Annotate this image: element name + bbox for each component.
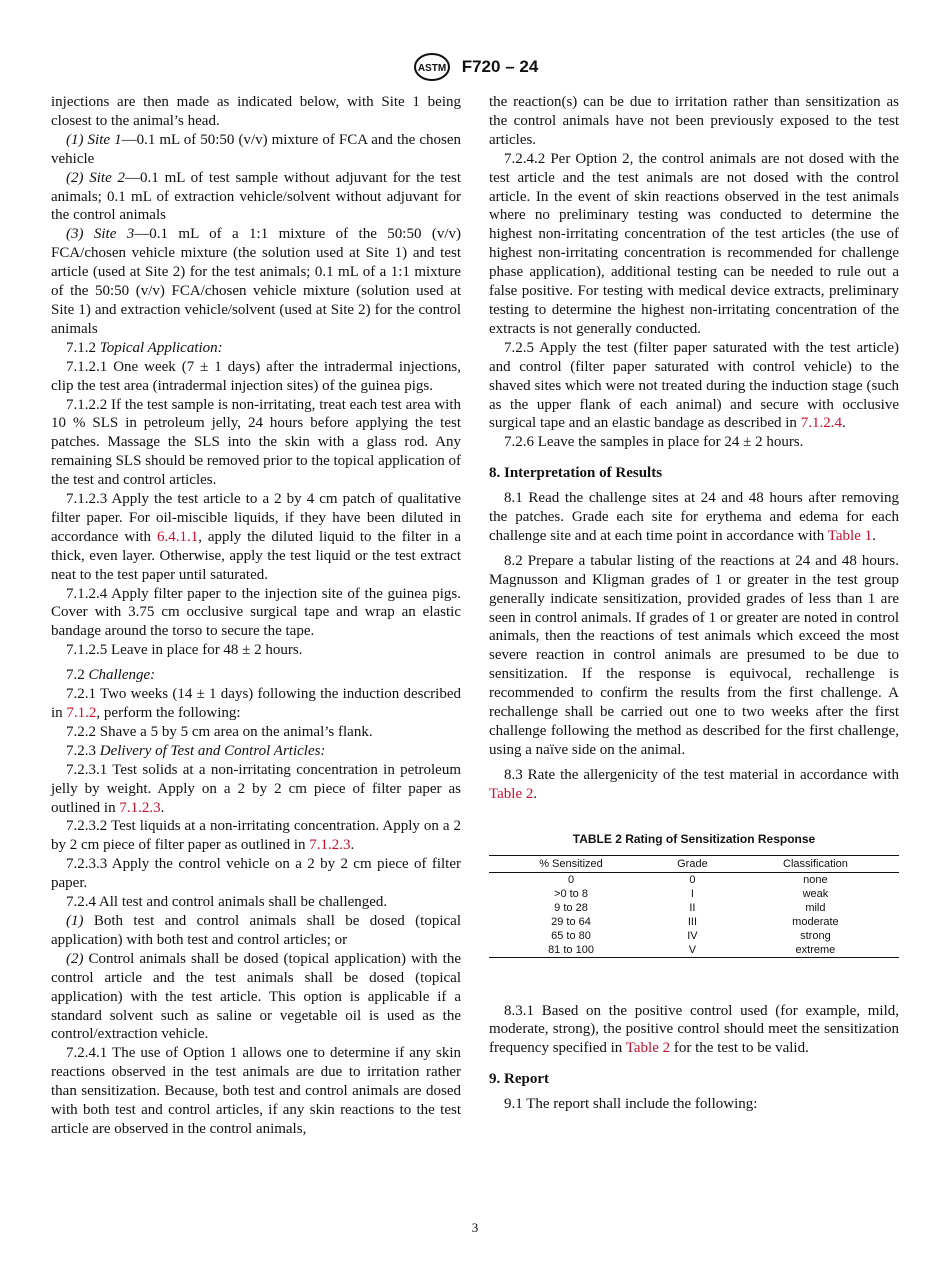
section-7-2-4-1: 7.2.4.1 The use of Option 1 allows one to determine if any skin reactions observed in the test animals are due to irritation rather than sensitization. Because, both test and control animals are dosed with both test and control articles, if any skin reactions to the test article are observed in the control animals, bbox=[51, 1045, 461, 1137]
table-cell: none bbox=[803, 873, 828, 886]
xref-link[interactable]: 7.1.2 bbox=[66, 705, 97, 721]
section-7-2-2: 7.2.2 Shave a 5 by 5 cm area on the animal’s flank. bbox=[66, 723, 373, 740]
xref-link[interactable]: Table 2 bbox=[489, 785, 534, 802]
section-9-1: 9.1 The report shall include the following: bbox=[504, 1096, 758, 1113]
section-7-2-3-1: 7.2.3.1 Test solids at a non-irritating concentration in petroleum jelly by weight. Apply on a 2 by 2 cm piece of filter paper as outlined in 7.1.2.3. bbox=[51, 761, 461, 816]
sensitization-table bbox=[489, 855, 899, 958]
xref-link[interactable]: 7.1.2.3 bbox=[309, 837, 351, 854]
section-7-1-2-1: 7.1.2.1 One week (7 ± 1 days) after the intradermal injections, clip the test area (intradermal injection sites) of the guinea pigs. bbox=[51, 358, 461, 394]
table-cell: 65 to 80 bbox=[551, 929, 591, 942]
section-heading-8: 8. Interpretation of Results bbox=[489, 465, 663, 482]
designation: F720 – 24 bbox=[461, 57, 539, 76]
option-2: (2) Control animals shall be dosed (topical application) with the control article and the test animals shall be dosed (topical application) with the test article. This option is applicable if a standard solvent such as saline or vegetable oil is used as the control/extraction vehicle. bbox=[51, 950, 461, 1043]
section-7-2-4-2: 7.2.4.2 Per Option 2, the control animals are not dosed with the test article and the test animals are not dosed with the control article. In the event of skin reactions observed in the test animals where no preliminary testing was conducted to determine the highest non-irritating concentration of the test articles (the use of highest non-irritating concentration is recommended for challenge phase application), additional testing can be needed to rule out a false positive. For testing with medical device extracts, preliminary testing to determine the highest non-irritating concentration of the extracts is not generally conducted. bbox=[489, 150, 899, 337]
site-2: (2) Site 2—0.1 mL of test sample without adjuvant for the test animals; 0.1 mL of extraction vehicle/solvent without adjuvant for the control animals bbox=[51, 169, 462, 224]
table-cell: 9 to 28 bbox=[554, 901, 588, 914]
section-heading-9: 9. Report bbox=[489, 1071, 549, 1088]
column-header: Grade bbox=[653, 855, 732, 872]
section-7-1-2-5: 7.1.2.5 Leave in place for 48 ± 2 hours. bbox=[66, 642, 303, 659]
table-row bbox=[489, 901, 899, 915]
table-cell: 81 to 100 bbox=[489, 943, 653, 958]
table-row bbox=[489, 872, 899, 887]
section-7-1-2-3: 7.1.2.3 Apply the test article to a 2 by 4 cm patch of qualitative filter paper. For oil-miscible liquids, if they have been diluted in accordance with 6.4.1.1, apply the diluted liquid to the filter in a thick, even layer. Otherwise, apply the test liquid or the test extract neat to the test paper until saturated. bbox=[51, 491, 462, 583]
section-8-1: 8.1 Read the challenge sites at 24 and 48 hours after removing the patches. Grade each site for erythema and edema for each challenge site and at each time point in accordance with Table 1. bbox=[489, 490, 899, 544]
section-7-2-3-3: 7.2.3.3 Apply the control vehicle on a 2 by 2 cm piece of filter paper. bbox=[51, 856, 461, 892]
table-cell: IV bbox=[687, 929, 698, 942]
column-header: % Sensitized bbox=[489, 855, 653, 872]
section-7-2-1: 7.2.1 Two weeks (14 ± 1 days) following the induction described in 7.1.2, perform the following: bbox=[51, 686, 461, 721]
site-3: (3) Site 3—0.1 mL of a 1:1 mixture of the 50:50 (v/v) FCA/chosen vehicle mixture (the solution used at Site 1) and test article (used at Site 2) for the test animals; 0.1 mL of a 1:1 mixture of the 50:50 (v/v) FCA/chosen vehicle mixture (solution used at Site 1) and extraction vehicle/solvent (used at Site 2) for the control animals bbox=[51, 226, 461, 337]
section-7-1-2-4: 7.1.2.4 Apply filter paper to the injection site of the guinea pigs. Cover with 3.75 cm occlusive surgical tape and wrap an elastic bandage around the torso to secure the tape. bbox=[51, 585, 461, 640]
table-cell: 29 to 64 bbox=[551, 915, 591, 928]
svg-text:ASTM: ASTM bbox=[417, 63, 446, 74]
right-column bbox=[489, 93, 899, 1114]
section-7-1-2: 7.1.2 Topical Application: bbox=[66, 339, 223, 356]
left-column bbox=[51, 93, 461, 1139]
table-row bbox=[489, 943, 899, 958]
section-7-2-3-2: 7.2.3.2 Test liquids at a non-irritating concentration. Apply on a 2 by 2 cm piece of filter paper as outlined in 7.1.2.3. bbox=[51, 818, 461, 854]
xref-link[interactable]: Table 2 bbox=[625, 1040, 671, 1057]
table-caption: TABLE 2 Rating of Sensitization Response bbox=[572, 831, 816, 846]
table-cell: 0 bbox=[689, 873, 696, 886]
paragraph: injections are then made as indicated below, with Site 1 being closest to the animal’s head. bbox=[51, 94, 461, 129]
table-row bbox=[489, 887, 899, 901]
option-1: (1) Both test and control animals shall be dosed (topical application) with both test and control articles; or bbox=[51, 912, 461, 948]
table-row bbox=[489, 929, 899, 943]
section-8-3: 8.3 Rate the allergenicity of the test material in accordance with Table 2. bbox=[489, 766, 899, 802]
page-number: 3 bbox=[471, 1220, 479, 1235]
page-header bbox=[0, 52, 950, 82]
table-cell: III bbox=[687, 915, 697, 928]
xref-link[interactable]: 6.4.1.1 bbox=[156, 528, 199, 545]
section-7-2-6: 7.2.6 Leave the samples in place for 24 ± 2 hours. bbox=[504, 434, 804, 451]
table-cell: weak bbox=[802, 887, 829, 900]
section-7-2: 7.2 Challenge: bbox=[66, 667, 156, 684]
astm-logo bbox=[412, 52, 452, 82]
table-cell: extreme bbox=[732, 943, 899, 958]
column-header: Classification bbox=[732, 855, 899, 872]
section-7-2-3: 7.2.3 Delivery of Test and Control Articles: bbox=[66, 742, 326, 759]
table-cell: II bbox=[689, 901, 696, 914]
paragraph: the reaction(s) can be due to irritation rather than sensitization as the control animals have not been previously exposed to the test articles. bbox=[489, 94, 899, 148]
table-cell: mild bbox=[805, 901, 826, 914]
xref-link[interactable]: 7.1.2.3 bbox=[119, 799, 161, 816]
site-1: (1) Site 1—0.1 mL of 50:50 (v/v) mixture of FCA and the chosen vehicle bbox=[51, 131, 462, 167]
section-7-2-5: 7.2.5 Apply the test (filter paper saturated with the test article) and control (filter paper saturated with control vehicle) to the shaved sites which were not treated during the induction stage (such as the upper flank of each animal) and secure with occlusive surgical tape and an elastic bandage as described in 7.1.2.4. bbox=[489, 339, 899, 432]
xref-link[interactable]: Table 1 bbox=[827, 527, 873, 544]
table-cell: 0 bbox=[567, 873, 575, 886]
table-header-row bbox=[489, 855, 899, 872]
table-cell: strong bbox=[800, 929, 831, 942]
table-cell: I bbox=[690, 887, 694, 900]
table-cell: V bbox=[653, 943, 732, 958]
section-7-1-2-2: 7.1.2.2 If the test sample is non-irritating, treat each test area with 10 % SLS in petroleum jelly, 24 hours before applying the test patches. Massage the SLS into the skin with a glass rod. Any remaining SLS should be removed prior to the topical application of the test and control articles. bbox=[51, 396, 461, 489]
xref-link[interactable]: 7.1.2.4 bbox=[800, 415, 842, 432]
table-cell: >0 to 8 bbox=[554, 887, 588, 900]
table-row bbox=[489, 915, 899, 929]
section-8-2: 8.2 Prepare a tabular listing of the reactions at 24 and 48 hours. Magnusson and Kligman grades of 1 or greater in the test group generally indicate sensitization, provided grades of less than 1 are seen in control animals. If grades of 1 or greater are noted in control animals, then the reactions of test animals which exceed the most severe reaction in control animals are presumed to be due to sensitization. If the response is equivocal, rechallenge is recommended to confirm the results from the first challenge. A rechallenge shall be carried out one to two weeks after the first challenge following the method as described for the first challenge, using a naïve side on the animal. bbox=[489, 552, 899, 758]
table-cell: moderate bbox=[792, 915, 839, 928]
section-8-3-1: 8.3.1 Based on the positive control used (for example, mild, moderate, strong), the positive control should meet the sensitization frequency specified in Table 2 for the test to be valid. bbox=[489, 1002, 899, 1057]
section-7-2-4: 7.2.4 All test and control animals shall be challenged. bbox=[66, 894, 388, 911]
